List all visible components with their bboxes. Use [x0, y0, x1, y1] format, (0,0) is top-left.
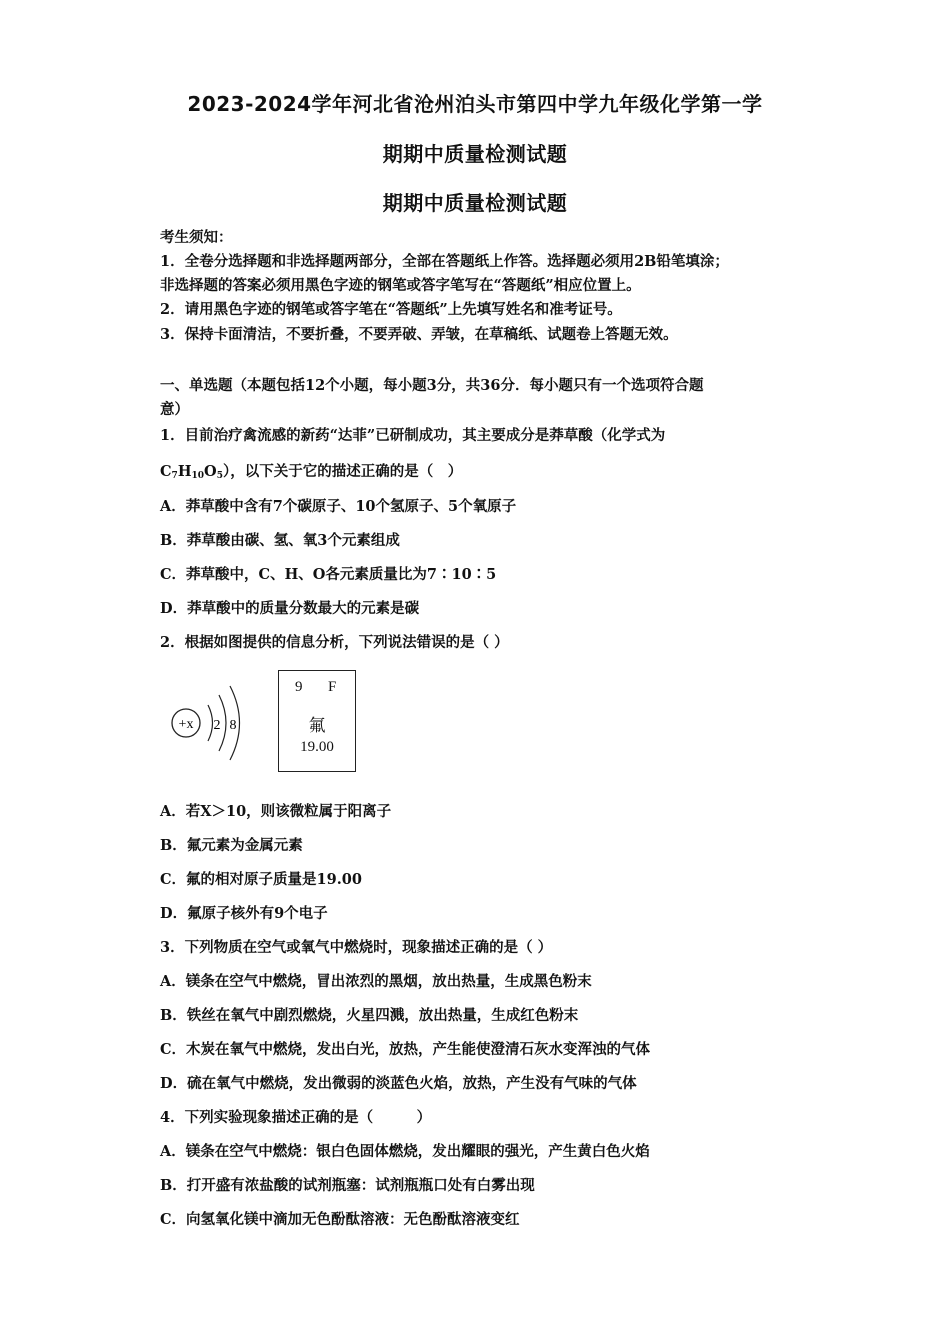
- element-name: 氟: [308, 716, 326, 735]
- notice-item: 3．保持卡面清洁，不要折叠，不要弄破、弄皱，在草稿纸、试题卷上答题无效。: [160, 326, 678, 343]
- shell-electron-count-2: 8: [229, 718, 237, 733]
- option: A．若X＞10，则该微粒属于阳离子: [160, 803, 392, 820]
- option: C．木炭在氧气中燃烧，发出白光，放热，产生能使澄清石灰水变浑浊的气体: [160, 1041, 651, 1058]
- notice-item: 1．全卷分选择题和非选择题两部分，全部在答题纸上作答。选择题必须用2B铅笔填涂；: [160, 253, 729, 270]
- element-symbol: F: [328, 679, 337, 695]
- question-3-stem: 3．下列物质在空气或氧气中燃烧时，现象描述正确的是（ ）: [160, 939, 553, 956]
- option: A．镁条在空气中燃烧，冒出浓烈的黑烟，放出热量，生成黑色粉末: [160, 973, 592, 990]
- notice-heading: 考生须知：: [160, 229, 233, 246]
- option: B．铁丝在氧气中剧烈燃烧，火星四溅，放出热量，生成红色粉末: [160, 1007, 579, 1024]
- page-title-line-2: 期期中质量检测试题: [382, 142, 568, 166]
- notice-item: 非选择题的答案必须用黑色字迹的钢笔或答字笔写在“答题纸”相应位置上。: [160, 277, 641, 294]
- chemical-formula: $C_7H_{10}O_5$: [160, 463, 223, 481]
- option: D．莽草酸中的质量分数最大的元素是碳: [160, 600, 420, 617]
- option: C．向氢氧化镁中滴加无色酚酞溶液：无色酚酞溶液变红: [160, 1211, 520, 1228]
- option: B．莽草酸由碳、氢、氧3个元素组成: [160, 532, 400, 549]
- element-card: [278, 670, 356, 772]
- page-title-line-3: 期期中质量检测试题: [382, 191, 568, 215]
- option: D．氟原子核外有9个电子: [160, 905, 328, 922]
- shell-electron-count-1: 2: [213, 718, 221, 733]
- notice-item: 2．请用黑色字迹的钢笔或答字笔在“答题纸”上先填写姓名和准考证号。: [160, 301, 622, 318]
- option: A．镁条在空气中燃烧：银白色固体燃烧，发出耀眼的强光，产生黄白色火焰: [160, 1143, 650, 1160]
- option: A．莽草酸中含有7个碳原子、10个氢原子、5个氧原子: [160, 498, 517, 515]
- option: B．氟元素为金属元素: [160, 837, 303, 854]
- page-title-line-1: 2023-2024学年河北省沧州泊头市第四中学九年级化学第一学: [187, 92, 763, 116]
- atomic-number: 9: [295, 679, 303, 695]
- option: D．硫在氧气中燃烧，发出微弱的淡蓝色火焰，放热，产生没有气味的气体: [160, 1075, 637, 1092]
- question-2-stem: 2．根据如图提供的信息分析，下列说法错误的是（ ）: [160, 634, 509, 651]
- option: B．打开盛有浓盐酸的试剂瓶塞：试剂瓶瓶口处有白雾出现: [160, 1177, 535, 1194]
- option: C．氟的相对原子质量是19.00: [160, 871, 362, 888]
- question-1-stem: 1．目前治疗禽流感的新药“达菲”已研制成功，其主要成分是莽草酸（化学式为: [160, 427, 666, 444]
- electron-shell-1: [208, 705, 213, 741]
- section-heading-cont: 意）: [160, 401, 189, 418]
- section-heading: 一、单选题（本题包括12个小题，每小题3分，共36分．每小题只有一个选项符合题: [160, 377, 704, 394]
- question-4-stem: 4．下列实验现象描述正确的是（ ）: [160, 1109, 432, 1126]
- nucleus-charge: +x: [178, 717, 194, 732]
- atomic-mass: 19.00: [300, 739, 334, 755]
- option: C．莽草酸中，C、H、O各元素质量比为7∶10∶5: [160, 566, 497, 583]
- question-1-stem-cont: $C_7H_{10}O_5$），以下关于它的描述正确的是（ ）: [160, 463, 463, 481]
